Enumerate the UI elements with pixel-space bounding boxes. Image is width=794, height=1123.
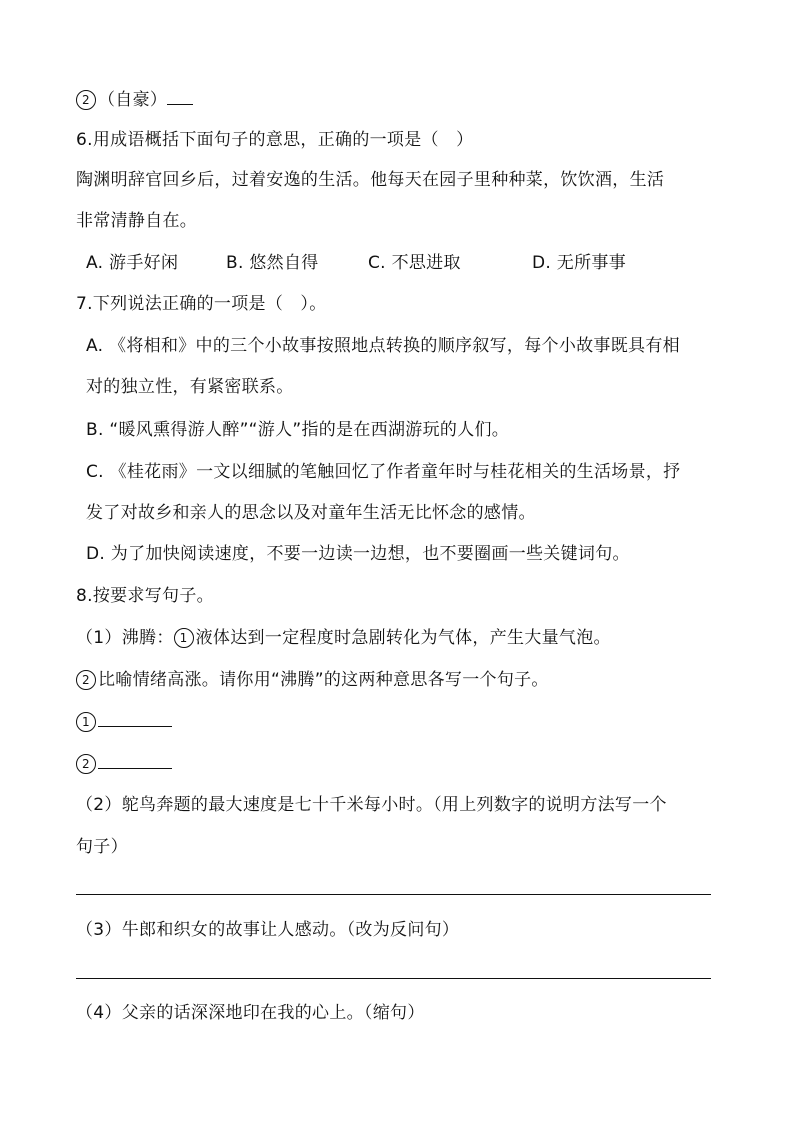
answer-blank[interactable] bbox=[167, 88, 193, 105]
option-d[interactable]: D. 无所事事 bbox=[532, 253, 626, 273]
option-c[interactable]: C. 不思进取 bbox=[368, 253, 461, 273]
question-7-option-a-line-1: A. 《将相和》中的三个小故事按照地点转换的顺序叙写，每个小故事既具有相 bbox=[86, 336, 680, 356]
question-6-stem: 6.用成语概括下面句子的意思，正确的一项是（ ） bbox=[76, 130, 474, 150]
question-8-1-answer-1 bbox=[76, 710, 172, 734]
question-8-1-definition-1: （1）沸腾： 1 液体达到一定程度时急剧转化为气体，产生大量气泡。 bbox=[76, 628, 611, 648]
question-6-passage-line-1: 陶渊明辞官回乡后，过着安逸的生活。他每天在园子里种种菜，饮饮酒，生活 bbox=[76, 170, 665, 190]
question-7-option-a-line-2: 对的独立性，有紧密联系。 bbox=[86, 377, 294, 397]
answer-line[interactable] bbox=[76, 894, 711, 895]
circled-number: 1 bbox=[76, 712, 96, 732]
question-8-1-answer-2 bbox=[76, 752, 172, 776]
question-7-option-c-line-1: C. 《桂花雨》一文以细腻的笔触回忆了作者童年时与桂花相关的生活场景，抒 bbox=[86, 462, 681, 482]
answer-line[interactable] bbox=[76, 978, 711, 979]
question-7-stem: 7.下列说法正确的一项是（ ）。 bbox=[76, 294, 327, 314]
question-7-option-d: D. 为了加快阅读速度，不要一边读一边想，也不要圈画一些关键词句。 bbox=[86, 544, 630, 564]
question-8-2-line-2: 句子） bbox=[76, 837, 128, 857]
line-pride-blank: 2 （自豪） bbox=[76, 88, 193, 112]
option-a[interactable]: A. 游手好闲 bbox=[86, 253, 179, 273]
question-8-3: （3）牛郎和织女的故事让人感动。（改为反问句） bbox=[76, 920, 460, 940]
circled-number: 1 bbox=[174, 628, 194, 648]
answer-blank[interactable] bbox=[98, 710, 172, 727]
circled-number: 2 bbox=[76, 670, 96, 690]
answer-blank[interactable] bbox=[98, 752, 172, 769]
question-8-4: （4）父亲的话深深地印在我的心上。（缩句） bbox=[76, 1003, 425, 1023]
circled-number: 2 bbox=[76, 754, 96, 774]
question-8-stem: 8.按要求写句子。 bbox=[76, 586, 214, 606]
option-b[interactable]: B. 悠然自得 bbox=[226, 253, 319, 273]
question-7-option-b: B. “暖风熏得游人醉”“游人”指的是在西湖游玩的人们。 bbox=[86, 420, 510, 440]
question-7-option-c-line-2: 发了对故乡和亲人的思念以及对童年生活无比怀念的感情。 bbox=[86, 503, 536, 523]
circled-number: 2 bbox=[76, 90, 96, 110]
question-8-1-definition-2: 2 比喻情绪高涨。请你用“沸腾”的这两种意思各写一个句子。 bbox=[76, 668, 549, 692]
question-8-2-line-1: （2）鸵鸟奔题的最大速度是七十千米每小时。（用上列数字的说明方法写一个 bbox=[76, 795, 667, 815]
question-6-options bbox=[86, 251, 686, 275]
question-6-passage-line-2: 非常清静自在。 bbox=[76, 211, 198, 231]
